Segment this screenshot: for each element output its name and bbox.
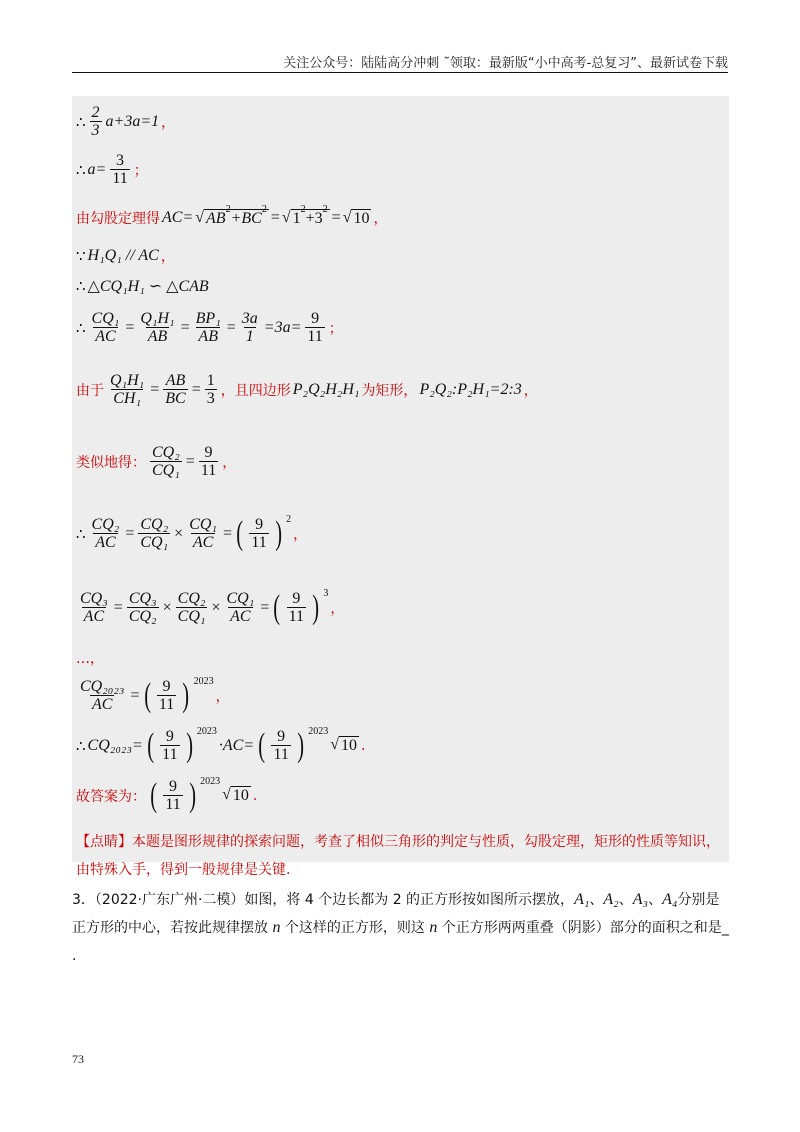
- fraction: $\frac{\text{Q₁H₁}}{\text{CH₁}}$: [110, 372, 145, 407]
- text: ，且四边形: [220, 382, 291, 399]
- fraction: $\frac{3a}{1}$: [241, 310, 258, 345]
- line-13: ∴ CQ₂₀₂₃= ( $\frac{9}{11}$ ) $^{2023}$ ·AC= ( $\frac{9}{11}$ ) $^{2023}$ √ 10 .: [76, 726, 366, 764]
- punct: ，: [215, 688, 230, 705]
- line-4: [76, 246, 175, 266]
- fraction: $\frac{\text{CQ₂}}{\text{CQ₁}}$: [140, 516, 169, 551]
- equation-text: a+3a=1: [105, 112, 160, 130]
- line-7: 由于 $\frac{\text{Q₁H₁}}{\text{CH₁}}$ = $\frac{AB}{BC}$ = $\frac{1}{3}$ ，且四边形 P₂Q₂H₂H₁ 为矩形， P₂Q₂:P₂H₁=2:3 ，: [76, 372, 538, 407]
- separator: 、: [648, 892, 663, 908]
- page-number: 73: [72, 1052, 84, 1066]
- text: 由于: [76, 382, 104, 399]
- therefore-symbol: ∴: [76, 524, 86, 543]
- punct: ，: [222, 454, 237, 471]
- line-2: [76, 152, 148, 187]
- fraction: $\frac{\text{CQ₂}}{\text{CQ₁}}$: [177, 590, 206, 625]
- point-label: A₄: [662, 891, 678, 908]
- punct: ，: [293, 526, 308, 543]
- line-10: $\frac{\text{CQ₃}}{AC}$ = $\frac{\text{CQ₃}}{\text{CQ₂}}$ × $\frac{\text{CQ₂}}{\text{CQ₁}}$ × $\frac{\text{CQ₁}}{AC}$ = ( $\frac{9}{11}$ ) $^3$ ，: [80, 588, 345, 626]
- fraction: $\frac{2}{3}$: [91, 104, 100, 139]
- because-symbol: ∵: [76, 247, 86, 265]
- fraction: $\frac{\text{CQ₃}}{AC}$: [80, 590, 108, 625]
- line-12: $\frac{\text{CQ₂₀₂₃}}{AC}$ = ( $\frac{9}{11}$ ) $^{2023}$ ，: [80, 676, 230, 714]
- separator: 、: [589, 892, 604, 908]
- separator: 、: [618, 892, 633, 908]
- sqrt: √ $AB^2+BC^2$: [195, 203, 267, 227]
- variable-n: n: [272, 919, 281, 936]
- solution-block: [72, 96, 729, 878]
- equation-text: H₁Q₁ // AC: [87, 247, 159, 264]
- fraction: $\frac{9}{11}$: [307, 310, 323, 345]
- punct: ，: [330, 600, 345, 617]
- punct: ；: [133, 162, 148, 179]
- equals: =: [270, 209, 280, 226]
- equation-text: ·AC=: [218, 736, 255, 754]
- key-point-note: 【点睛】本题是图形规律的探索问题，考查了相似三角形的判定与性质，勾股定理，矩形的性质等知识，由特殊入手，得到一般规律是关键.: [76, 834, 720, 878]
- fraction: $\frac{9}{11}$: [200, 444, 217, 479]
- page-header: 关注公众号：陆陆高分冲刺 ˜领取：最新版“小中高考-总复习”、最新试卷下载: [283, 56, 728, 71]
- equation-text: P₂Q₂H₂H₁: [292, 380, 360, 398]
- problem-text: 个正方形两两重叠（阴影）部分的面积之和是: [437, 920, 722, 936]
- fraction: $\frac{9}{11}$: [158, 678, 175, 713]
- fraction: $\frac{1}{3}$: [206, 372, 215, 407]
- text: …，: [76, 651, 104, 667]
- line-1: [76, 104, 175, 139]
- punct: ，: [160, 249, 175, 265]
- therefore-symbol: ∴: [76, 277, 86, 295]
- sqrt: √ 10: [330, 736, 357, 754]
- problem-tail: .: [72, 948, 77, 964]
- equation-text: CQ₂₀₂₃=: [87, 736, 143, 754]
- equation-text: =3a=: [263, 318, 302, 336]
- header-rule: [72, 72, 728, 73]
- equals: =: [331, 209, 341, 226]
- sqrt: √ 10: [342, 208, 370, 227]
- fraction: $\frac{9}{11}$: [165, 778, 181, 813]
- equation-text: P₂Q₂:P₂H₁=2:3: [419, 380, 522, 398]
- line-6: ∴ $\frac{\text{CQ₁}}{AC}$ = $\frac{\text{Q₁H₁}}{AB}$ = $\frac{\text{BP₁}}{AB}$ = $\frac{3a}{1}$ =3a= $\frac{9}{11}$ ；: [76, 310, 343, 345]
- fraction: $\frac{\text{CQ₂}}{\text{CQ₁}}$: [152, 444, 180, 479]
- punct: .: [360, 737, 366, 754]
- therefore-symbol: ∴: [76, 736, 86, 755]
- fraction: $\frac{\text{CQ₁}}{AC}$: [226, 590, 255, 625]
- fraction: $\frac{9}{11}$: [288, 590, 305, 625]
- fraction: $\frac{9}{11}$: [251, 516, 267, 551]
- fraction: $\frac{\text{BP₁}}{AB}$: [195, 310, 221, 345]
- equation-text: a=: [87, 160, 107, 178]
- equation-text: △CQ₁H₁ ∽ △CAB: [87, 278, 209, 295]
- punct: ，: [161, 114, 176, 131]
- fraction: $\frac{\text{CQ₁}}{AC}$: [91, 310, 120, 345]
- fraction: $\frac{9}{11}$: [273, 728, 289, 763]
- fraction: $\frac{\text{CQ₂₀₂₃}}{AC}$: [80, 678, 125, 713]
- answer-blank[interactable]: _: [721, 920, 729, 936]
- point-label: A₃: [632, 891, 649, 908]
- therefore-symbol: ∴: [76, 160, 86, 179]
- sqrt: √ $1^2+3^2$: [281, 203, 328, 227]
- equation-text: AC=: [162, 209, 194, 226]
- problem-text: 3．（2022·广东广州·二模）如图，将 4 个边长都为 2 的正方形按如图所示摆放，: [72, 892, 575, 908]
- line-9: ∴ $\frac{\text{CQ₂}}{AC}$ = $\frac{\text{CQ₂}}{\text{CQ₁}}$ × $\frac{\text{CQ₁}}{AC}$ = ( $\frac{9}{11}$ ) $^2$ ，: [76, 514, 308, 552]
- fraction: $\frac{9}{11}$: [162, 728, 178, 763]
- problem-text: 个这样的正方形，则这: [280, 920, 430, 936]
- punct: ；: [328, 320, 343, 337]
- text: 故答案为：: [76, 788, 146, 805]
- punct: ，: [523, 382, 538, 399]
- punct: .: [252, 787, 258, 804]
- point-label: A₂: [603, 891, 619, 908]
- fraction: $\frac{3}{11}$: [112, 152, 128, 187]
- therefore-symbol: ∴: [76, 318, 86, 337]
- text: 类似地得：: [76, 454, 146, 471]
- therefore-symbol: ∴: [76, 112, 86, 131]
- sqrt: √ 10: [222, 786, 249, 804]
- fraction: $\frac{AB}{BC}$: [165, 372, 186, 407]
- punct: ，: [373, 211, 388, 227]
- line-5: [76, 276, 209, 296]
- line-11: [76, 648, 104, 668]
- fraction: $\frac{\text{CQ₃}}{\text{CQ₂}}$: [128, 590, 157, 625]
- text: 为矩形，: [361, 382, 418, 399]
- fraction: $\frac{\text{Q₁H₁}}{AB}$: [140, 310, 175, 345]
- fraction: $\frac{\text{CQ₂}}{AC}$: [91, 516, 120, 551]
- line-14: 故答案为： ( $\frac{9}{11}$ ) $^{2023}$ √ 10 .: [76, 776, 258, 814]
- text: 由勾股定理得: [76, 211, 160, 227]
- line-3: [76, 203, 388, 228]
- point-label: A₁: [574, 891, 590, 908]
- fraction: $\frac{\text{CQ₁}}{AC}$: [189, 516, 217, 551]
- line-8: 类似地得： $\frac{\text{CQ₂}}{\text{CQ₁}}$ = $\frac{9}{11}$ ，: [76, 444, 237, 479]
- problem-text: 分别是正方形的中心，若按此规律摆放: [72, 892, 720, 936]
- problem-3: [72, 886, 732, 970]
- variable-n: n: [429, 919, 438, 936]
